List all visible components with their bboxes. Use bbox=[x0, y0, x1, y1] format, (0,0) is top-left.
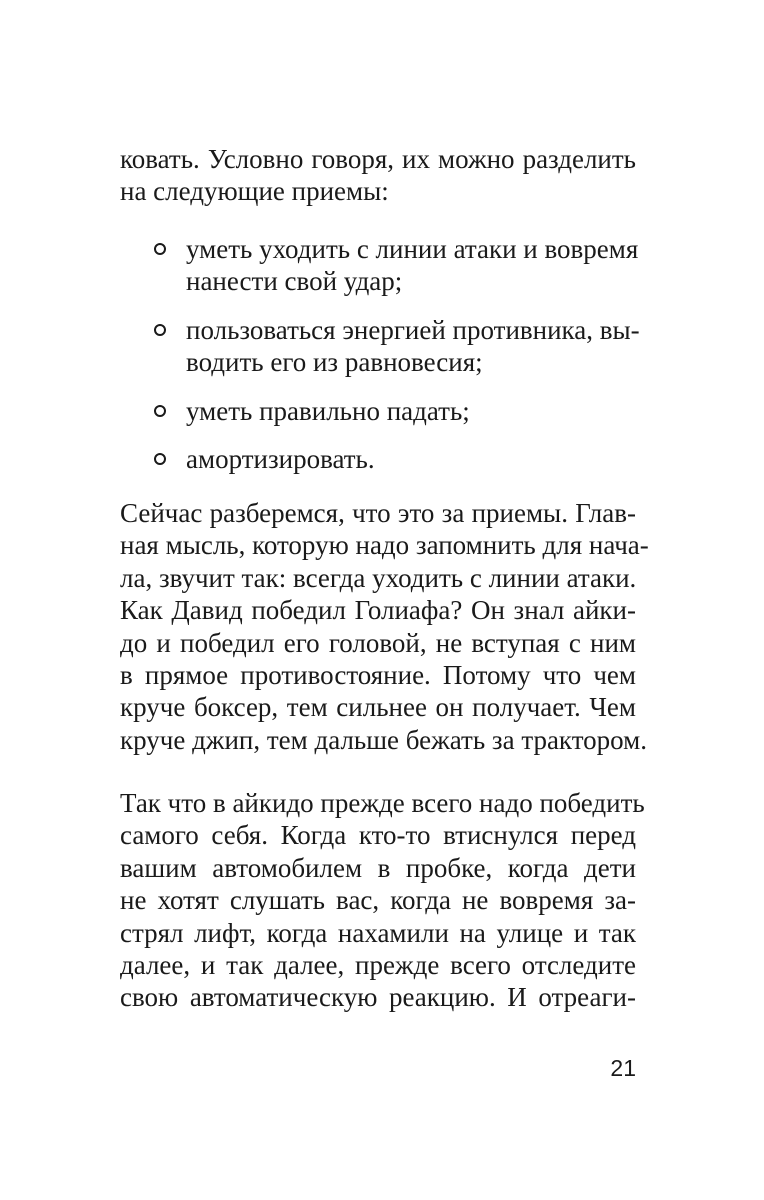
text-line: не хотят слушать вас, когда не вовремя за- bbox=[120, 885, 636, 916]
text-line: амортизировать. bbox=[186, 443, 375, 474]
intro-paragraph bbox=[120, 143, 636, 208]
circle-bullet-icon bbox=[154, 324, 166, 336]
text-line: на следующие приемы: bbox=[120, 176, 389, 207]
techniques-list bbox=[120, 233, 640, 475]
list-item-text bbox=[186, 314, 640, 379]
list-item-text bbox=[186, 443, 636, 475]
list-item bbox=[120, 314, 640, 379]
text-line: вашим автомобилем в пробке, когда дети bbox=[120, 852, 636, 883]
list-item bbox=[120, 443, 636, 475]
page-number: 21 bbox=[610, 1055, 636, 1081]
text-line: ная мысль, которую надо запомнить для нача- bbox=[120, 530, 649, 561]
text-line: уметь правильно падать; bbox=[186, 395, 470, 426]
list-item-text bbox=[186, 395, 636, 427]
text-line: далее, и так далее, прежде всего отследите bbox=[120, 949, 636, 980]
text-line: ковать. Условно говоря, их можно разделить bbox=[120, 144, 636, 174]
circle-bullet-icon bbox=[154, 405, 166, 417]
list-item-text bbox=[186, 233, 639, 298]
text-line: Сейчас разберемся, что это за приемы. Глав- bbox=[120, 498, 636, 528]
circle-bullet-icon bbox=[154, 453, 166, 465]
text-line: Так что в айкидо прежде всего надо победить bbox=[120, 788, 645, 818]
text-line: нанести свой удар; bbox=[186, 266, 403, 297]
text-line: уметь уходить с линии атаки и вовремя bbox=[186, 234, 639, 264]
text-line: самого себя. Когда кто-то втиснулся перед bbox=[120, 820, 636, 851]
text-line: круче боксер, тем сильнее он получает. Чем bbox=[120, 692, 636, 723]
text-line: Как Давид победил Голиафа? Он знал айки- bbox=[120, 595, 636, 626]
circle-bullet-icon bbox=[154, 243, 166, 255]
text-line: круче джип, тем дальше бежать за трактором. bbox=[120, 724, 647, 755]
list-item bbox=[120, 233, 639, 298]
body-paragraph bbox=[120, 497, 649, 756]
body-paragraph bbox=[120, 787, 645, 1014]
text-line: пользоваться энергией противника, вы- bbox=[186, 314, 640, 345]
list-item bbox=[120, 395, 636, 427]
text-line: в прямое противостояние. Потому что чем bbox=[120, 659, 636, 690]
text-line: свою автоматическую реакцию. И отреаги- bbox=[120, 982, 636, 1013]
text-line: ла, звучит так: всегда уходить с линии атаки. bbox=[120, 562, 637, 593]
text-line: стрял лифт, когда нахамили на улице и так bbox=[120, 917, 636, 948]
text-line: водить его из равновесия; bbox=[186, 347, 483, 378]
text-line: до и победил его головой, не вступая с ним bbox=[120, 627, 636, 658]
